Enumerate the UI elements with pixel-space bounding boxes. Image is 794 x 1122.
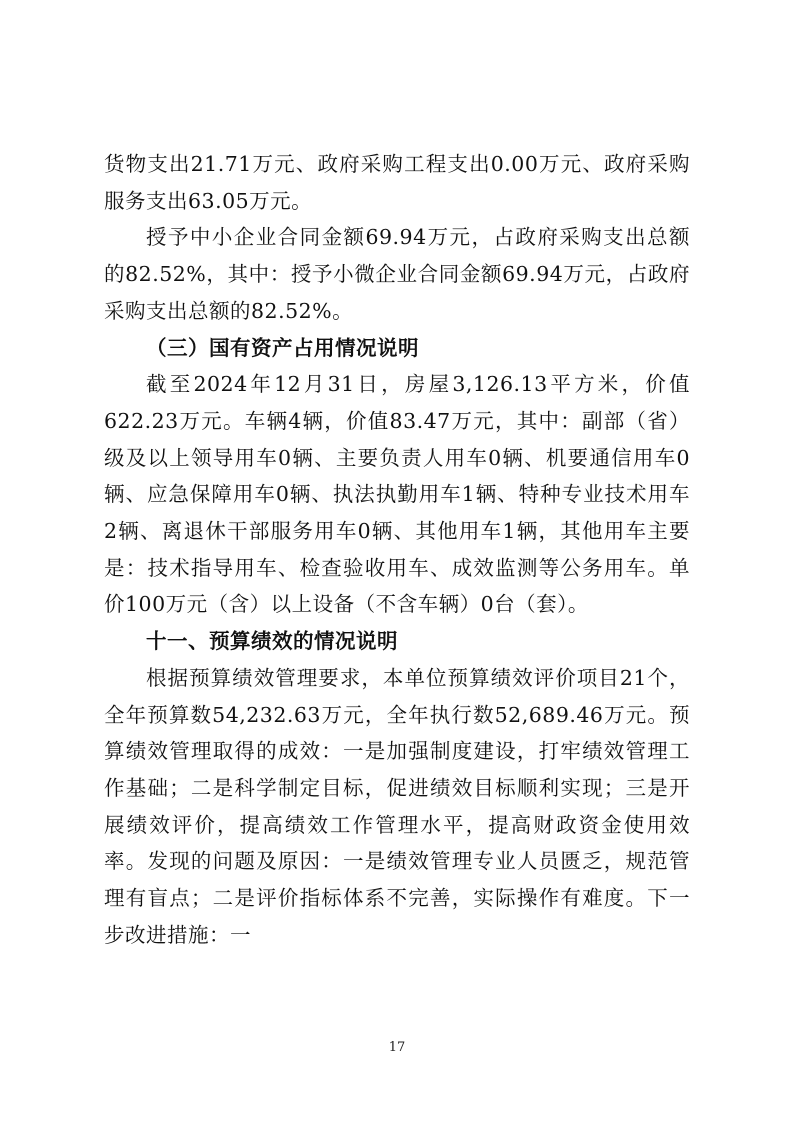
- state-assets-heading: （三）国有资产占用情况说明: [146, 335, 419, 360]
- performance-paragraph: 根据预算绩效管理要求，本单位预算绩效评价项目21个，全年预算数54,232.63万元，全年执行数52,689.46万元。预算绩效管理取得的成效：一是加强制度建设，打牢绩效管理工作基础；二是科学制定目标，促进绩效目标顺利实现；三是开展绩效评价，提高绩效工作管理水平，提高财政资金使用效率。发现的问题及原因：一是绩效管理专业人员匮乏，规范管理有盲点；二是评价指标体系不完善，实际操作有难度。下一步改进措施：一: [104, 665, 690, 947]
- procurement-goods-paragraph: 货物支出21.71万元、政府采购工程支出0.00万元、政府采购服务支出63.05万元。: [104, 152, 690, 213]
- performance-section-heading: 十一、预算绩效的情况说明: [146, 629, 398, 654]
- page-number: 17: [388, 1040, 406, 1055]
- page-body: [104, 146, 690, 953]
- sme-contract-paragraph: 授予中小企业合同金额69.94万元，占政府采购支出总额的82.52%，其中：授予小微企业合同金额69.94万元，占政府采购支出总额的82.52%。: [104, 225, 690, 323]
- state-assets-paragraph: 截至2024年12月31日，房屋3,126.13平方米，价值622.23万元。车辆4辆，价值83.47万元，其中：副部（省）级及以上领导用车0辆、主要负责人用车0辆、机要通信用车0辆、应急保障用车0辆、执法执勤用车1辆、特种专业技术用车2辆、离退休干部服务用车0辆、其他用车1辆，其他用车主要是：技术指导用车、检查验收用车、成效监测等公务用车。单价100万元（含）以上设备（不含车辆）0台（套）。: [104, 372, 690, 617]
